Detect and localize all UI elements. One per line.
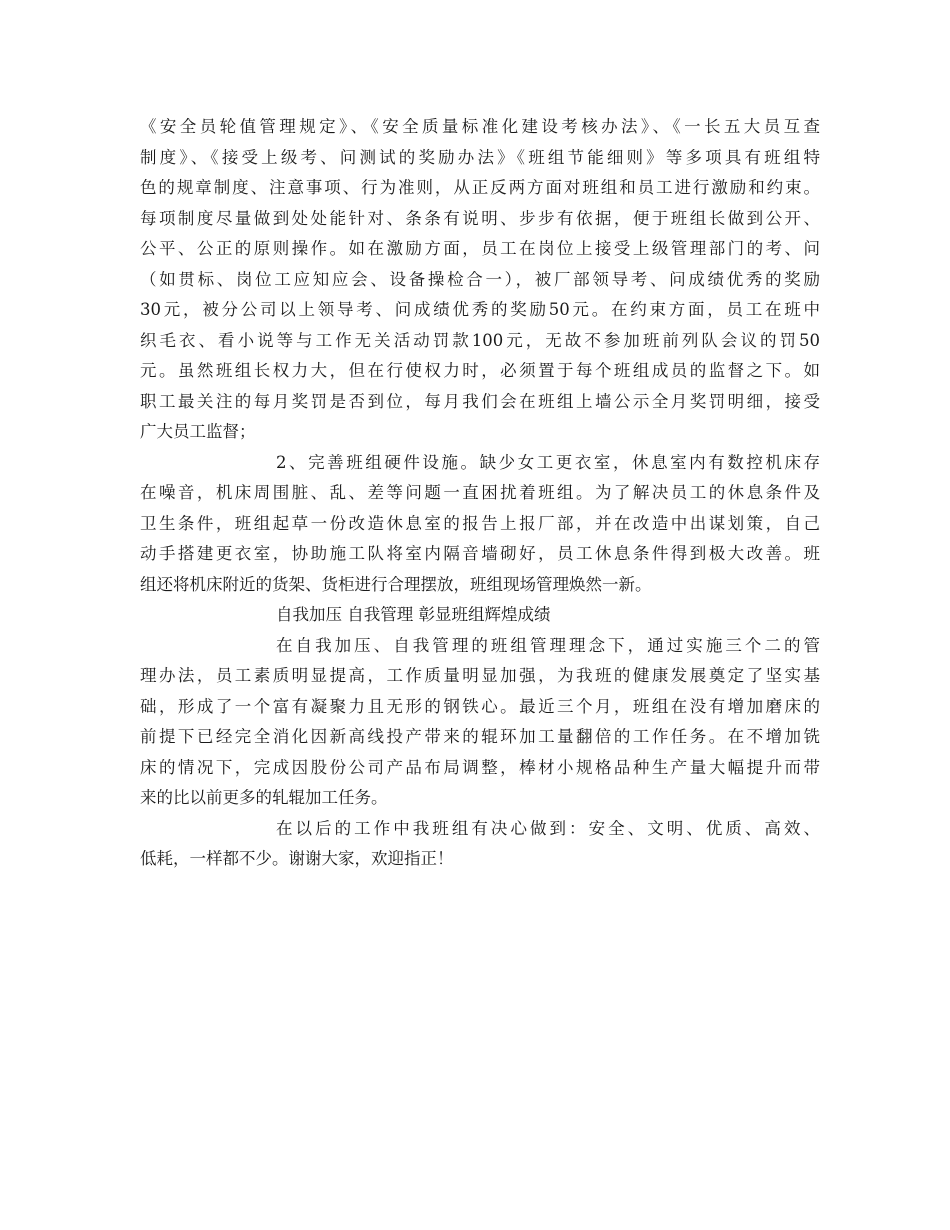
text-line: （如贯标、岗位工应知应会、设备操检合一），被厂部领导考、问成绩优秀的奖励	[140, 269, 820, 289]
text-line: 来的比以前更多的轧辊加工任务。	[140, 788, 388, 807]
text-line: 每项制度尽量做到处处能针对、条条有说明、步步有依据，便于班组长做到公开、	[140, 208, 820, 228]
text-line: 卫生条件，班组起草一份改造休息室的报告上报厂部，并在改造中出谋划策，自己	[140, 513, 820, 533]
text-line: 床的情况下，完成因股份公司产品布局调整，棒材小规格品种生产量大幅提升而带	[140, 757, 820, 777]
text-line: 制度》、《接受上级考、问测试的奖励办法》《班组节能细则》等多项具有班组特	[140, 147, 820, 167]
text-line: 动手搭建更衣室，协助施工队将室内隔音墙砌好，员工休息条件得到极大改善。班	[140, 544, 820, 563]
text-line: 在以后的工作中我班组有决心做到：安全、文明、优质、高效、	[276, 818, 820, 838]
document-body	[140, 112, 820, 875]
text-line: 织毛衣、看小说等与工作无关活动罚款100元，无故不参加班前列队会议的罚50	[140, 330, 820, 350]
text-line: 广大员工监督；	[140, 422, 256, 441]
text-line: 元。虽然班组长权力大，但在行使权力时，必须置于每个班组成员的监督之下。如	[140, 361, 820, 380]
text-line: 理办法，员工素质明显提高，工作质量明显加强，为我班的健康发展奠定了坚实基	[140, 666, 820, 685]
text-line: 职工最关注的每月奖罚是否到位，每月我们会在班组上墙公示全月奖罚明细，接受	[140, 391, 820, 411]
text-line: 30元，被分公司以上领导考、问成绩优秀的奖励50元。在约束方面，员工在班中	[140, 300, 820, 319]
text-line: 《安全员轮值管理规定》、《安全质量标准化建设考核办法》、《一长五大员互查	[140, 117, 820, 136]
text-line: 础，形成了一个富有凝聚力且无形的钢铁心。最近三个月，班组在没有增加磨床的	[140, 696, 820, 716]
text-line: 2、完善班组硬件设施。缺少女工更衣室，休息室内有数控机床存	[276, 452, 820, 472]
text-line: 色的规章制度、注意事项、行为准则，从正反两方面对班组和员工进行激励和约束。	[140, 178, 820, 197]
text-line: 组还将机床附近的货架、货柜进行合理摆放，班组现场管理焕然一新。	[140, 574, 652, 594]
text-line: 低耗，一样都不少。谢谢大家，欢迎指正！	[140, 849, 454, 868]
text-line: 公平、公正的原则操作。如在激励方面，员工在岗位上接受上级管理部门的考、问	[140, 239, 820, 258]
text-line: 自我加压 自我管理 彰显班组辉煌成绩	[276, 605, 551, 624]
text-line: 前提下已经完全消化因新高线投产带来的辊环加工量翻倍的工作任务。在不增加铣	[140, 727, 820, 746]
text-line: 在自我加压、自我管理的班组管理理念下，通过实施三个二的管	[276, 635, 820, 655]
text-line: 在噪音，机床周围脏、乱、差等问题一直困扰着班组。为了解决员工的休息条件及	[140, 483, 820, 502]
